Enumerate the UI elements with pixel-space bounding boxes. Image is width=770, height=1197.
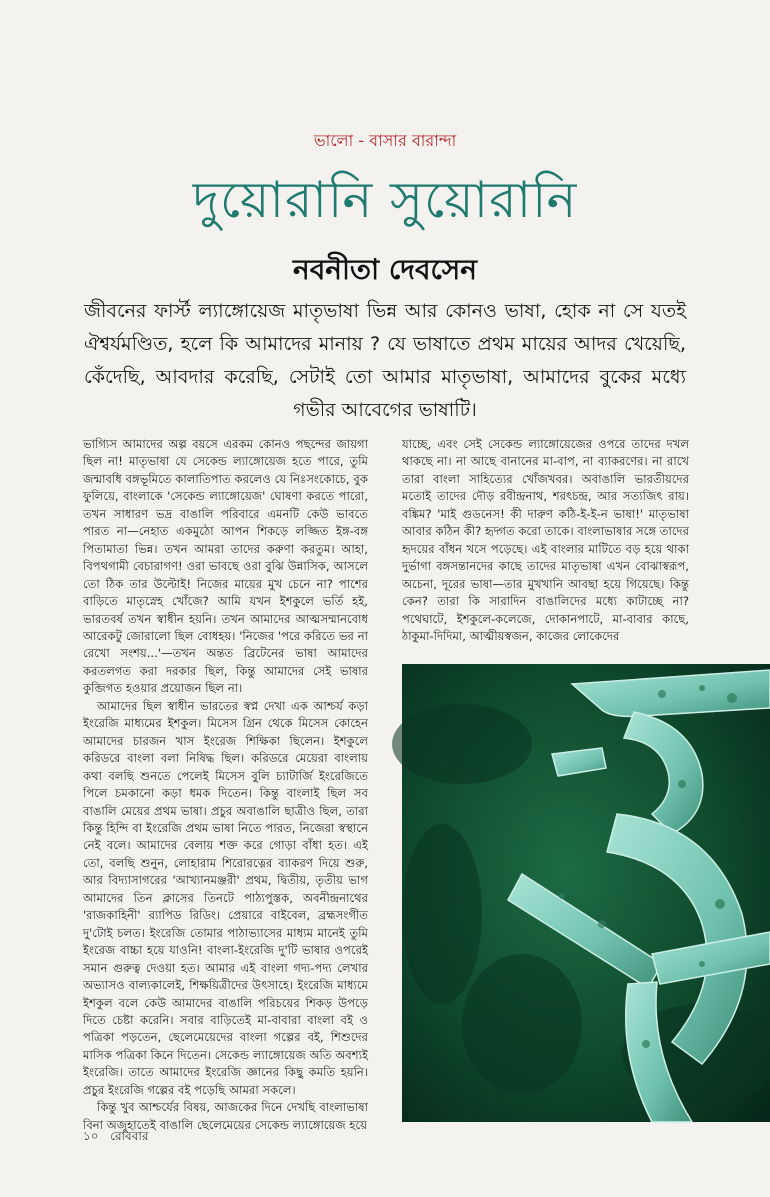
body-paragraph: আমাদের ছিল স্বাধীন ভারতের স্বপ্ন দেখা এক আশ্চর্য কড়া ইংরেজি মাধ্যমের ইশকুল। মিসেস গ্রিন থেকে মিসেস কোহেন আমাদের চারজন খাস ইংরেজ শিক্ষিকা ছিলেন। ইশকুলে করিডরে বাংলা বলা নিষিদ্ধ ছিল। করিডরে মেয়েরা বাংলায় কথা বলছি শুনতে পেলেই মিসেস বুলি চ্যাটার্জি ইংরেজিতে পিলে চমকানো কড়া ধমক দিতেন। কিন্তু বাংলাই ছিল সব বাঙালি মেয়ের প্রথম ভাষা। প্রচুর অবাঙালি ছাত্রীও ছিল, তারা কিন্তু হিন্দি বা ইংরেজি প্রথম ভাষা নিতে পারত, নিজেরা স্বস্থানে নেই বলে। আমাদের বেলায় শক্ত করে গোড়া বাঁধা হত। এই তো, বলছি শুনুন, লোহারাম শিরোরত্নের ব্যাকরণ দিয়ে শুরু, আর বিদ্যাসাগরের 'আখ্যানমঞ্জরী' প্রথম, দ্বিতীয়, তৃতীয় ভাগ আমাদের তিন ক্লাসের তিনটে পাঠ্যপুস্তক, অবনীন্দ্রনাথের 'রাজকাহিনী' র‍্যাপিড রিডিং। প্রেয়ারে বাইবেল, ব্রহ্মসংগীত দু'টোই চলত। ইংরেজি তোমার পাঠাভ্যাসের মাধ্যম মানেই তুমি ইংরেজ বাচ্চা হয়ে যাওনি! বাংলা-ইংরেজি দু'টি ভাষার ওপরেই সমান গুরুত্ব দেওয়া হত। আমার এই বাংলা গদ্য-পদ্য লেখার অভ্যাসও বাল্যকালেই, শিক্ষয়িত্রীদের উৎসাহে। ইংরেজি মাধ্যমে ইশকুল বলে কেউ আমাদের বাঙালি পরিচয়ের শিকড় উপড়ে দিতে চেষ্টা করেনি। সবার বাড়িতেই মা-বাবারা বাংলা বই ও পত্রিকা পড়তেন, ছেলেমেয়েদের বাংলা গল্পের বই, শিশুদের মাসিক পত্রিকা কিনে দিতেন। সেকেন্ড ল্যাঙ্গোয়েজ অতি অবশ্যই ইংরেজি। তাতে আমাদের ইংরেজি জ্ঞানের কিছু কমতি হয়নি। প্রচুর ইংরেজি গল্পের বই পড়েছি আমরা সকলে। (83, 698, 368, 1097)
body-paragraph: ভাগ্যিস আমাদের অল্প বয়সে এরকম কোনও পছন্দের জায়গা ছিল না! মাতৃভাষা যে সেকেন্ড ল্যাঙ্গোয়েজ হতে পারে, তুমি জন্মাবধি বঙ্গভূমিতে কালাতিপাত করলেও যে নিঃসংকোচে, বুক ফুলিয়ে, বাংলাকে 'সেকেন্ড ল্যাঙ্গোয়েজ' ঘোষণা করতে পারো, তখন সাধারণ ভদ্র বাঙালি পরিবারে এমনটি কেউ ভাবতে পারত না—নেহাত একমুঠো আপন শিকড়ে লজ্জিত ইঙ্গ-বঙ্গ পিতামাতা ভিন্ন। তখন আমরা তাদের করুণা করতুম। আহা, বিপথগামী বেচারাগণ! ওরা ভাবছে ওরা বুঝি উন্নাসিক, আসলে তো ঠিক তার উল্টোই! নিজের মায়ের মুখ চেনে না? পাশের বাড়িতে মাতৃস্নেহ খোঁজে? আমি যখন ইশকুলে ভর্তি হই, ভারতবর্ষ তখন স্বাধীন হয়নি। তখন আমাদের আত্মসম্মানবোধ আরেকটু জোরালো ছিল বোধহয়। 'নিজের 'পরে করিতে ভর না রেখো সংশয়...'—তখন অন্তত ব্রিটেনের ভাষা আমাদের করতলগত করা দরকার ছিল, কিন্তু আমাদের সেই ভাষার কুব্জিগত হওয়ার প্রয়োজন ছিল না। (83, 437, 368, 696)
article-title: দুয়োরানি সুয়োরানি (192, 171, 578, 229)
standfirst: জীবনের ফার্স্ট ল্যাঙ্গোয়েজ মাতৃভাষা ভিন্ন আর কোনও ভাষা, হোক না সে যতই ঐশ্বর্যমণ্ডিত, হলে কি আমাদের মানায় ? যে ভাষাতে প্রথম মায়ের আদর খেয়েছি, কেঁদেছি, আবদার করেছি, সেটাই তো আমার মাতৃভাষা, আমাদের বুকের মধ্যে গভীর আবেগের ভাষাটি। (84, 300, 686, 421)
bengali-letter-artwork (402, 664, 770, 1122)
body-paragraph: যাচ্ছে, এবং সেই সেকেন্ড ল্যাঙ্গোয়েজের ওপরে তাদের দখল থাকছে না। না আছে বানানের মা-বাপ, না ব্যাকরণের। না রাখে তারা বাংলা সাহিত্যের খোঁজখবর। অবাঙালি ভারতীয়দের মতোই তাদের দৌড় রবীন্দ্রনাথ, শরৎচন্দ্র, আর সত্যজিৎ রায়। বঙ্কিম? 'মাই গুডনেস! কী দারুণ কঠি-ই-ই-ন ভাষা!' মাতৃভাষা আবার কঠিন কী? হৃদ্গত করো তাকে। বাংলাভাষার সঙ্গে তাদের হৃদয়ের বাঁধন খসে পড়েছে। এই বাংলার মাটিতে বড় হয়ে থাকা দুর্ভাগা বঙ্গসন্তানদের কাছে তাদের মাতৃভাষা এখন বোঝাস্বরূপ, অচেনা, দূরের ভাষা—তার মুখখানি আবছা হয়ে গিয়েছে। কিন্তু কেন? তারা কি সারাদিন বাঙালিদের মধ্যে কাটাচ্ছে না? পথেঘাটে, ইশকুলে-কলেজে, দোকানপাটে, মা-বাবার কাছে, ঠাকুমা-দিদিমা, আত্মীয়স্বজন, কাজের লোকেদের (402, 437, 689, 643)
section-kicker: ভালো - বাসার বারান্দা (313, 131, 457, 150)
body-column-right (402, 436, 689, 664)
magazine-name: রোববার (110, 1129, 149, 1143)
body-paragraph: কিন্তু খুব আশ্চর্যের বিষয়, আজকের দিনে দেখছি বাংলাভাষা বিনা অজুহাতেই বাঙালি ছেলেমেয়ের সেকেন্ড ল্যাঙ্গোয়েজ হয়ে (83, 1100, 368, 1132)
artwork-graphic (402, 664, 770, 1122)
page-footer (83, 1128, 148, 1148)
page-number: ১০ (83, 1129, 99, 1143)
author-name: নবনীতা দেবসেন (292, 253, 477, 286)
body-column-left (83, 436, 368, 1132)
